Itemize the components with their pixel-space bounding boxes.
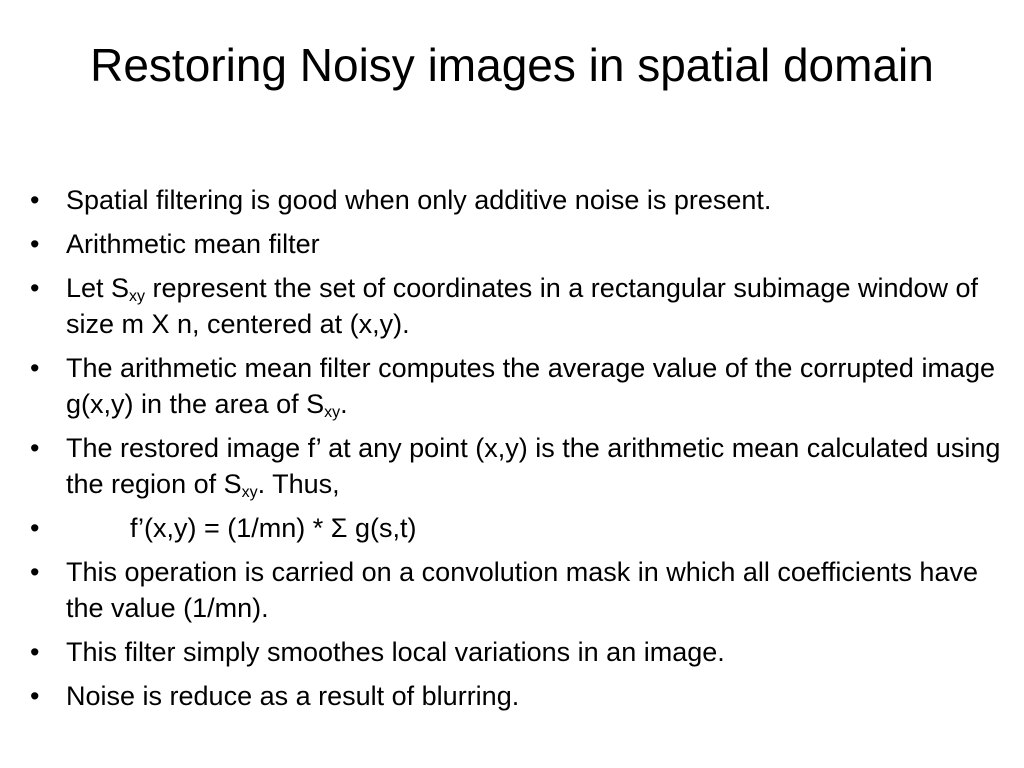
bullet-marker: • [30,513,40,543]
bullet-marker: • [30,681,40,711]
bullet-text-end: represent the set of coordinates in a rectangular subimage window of size m X n, centered at (x,y). [66,273,979,339]
bullet-text: This filter simply smoothes local variations in an image. [66,637,725,667]
bullet-list [26,182,1006,722]
bullet-text-start: The arithmetic mean filter computes the average value of the corrupted image g(x,y) in the area of S [66,353,995,419]
bullet-marker: • [30,557,40,587]
bullet-item [26,226,1006,262]
bullet-item [26,430,1006,502]
bullet-text-end: . [340,389,348,419]
formula-text: f’(x,y) = (1/mn) * Σ g(s,t) [130,513,417,543]
bullet-marker: • [30,229,40,259]
bullet-text-start: The restored image f’ at any point (x,y) is the arithmetic mean calculated using the region of S [66,433,1001,499]
bullet-text: Spatial filtering is good when only additive noise is present. [66,185,772,215]
bullet-marker: • [30,433,40,463]
bullet-marker: • [30,637,40,667]
subscript-xy: xy [324,404,341,421]
bullet-text: Arithmetic mean filter [66,229,320,259]
bullet-item [26,350,1006,422]
bullet-item [26,270,1006,342]
slide-title: Restoring Noisy images in spatial domain [90,39,934,91]
bullet-item-formula [26,510,1006,546]
bullet-item [26,182,1006,218]
bullet-text-end: . Thus, [257,469,340,499]
bullet-item [26,554,1006,626]
bullet-text: This operation is carried on a convolution mask in which all coefficients have the value (1/mn). [66,557,978,623]
subscript-xy: xy [241,484,258,501]
subscript-xy: xy [129,288,146,305]
bullet-text-start: Let S [66,273,130,303]
bullet-marker: • [30,353,40,383]
bullet-text: Noise is reduce as a result of blurring. [66,681,520,711]
bullet-marker: • [30,273,40,303]
bullet-item [26,634,1006,670]
bullet-item [26,678,1006,714]
bullet-marker: • [30,185,40,215]
